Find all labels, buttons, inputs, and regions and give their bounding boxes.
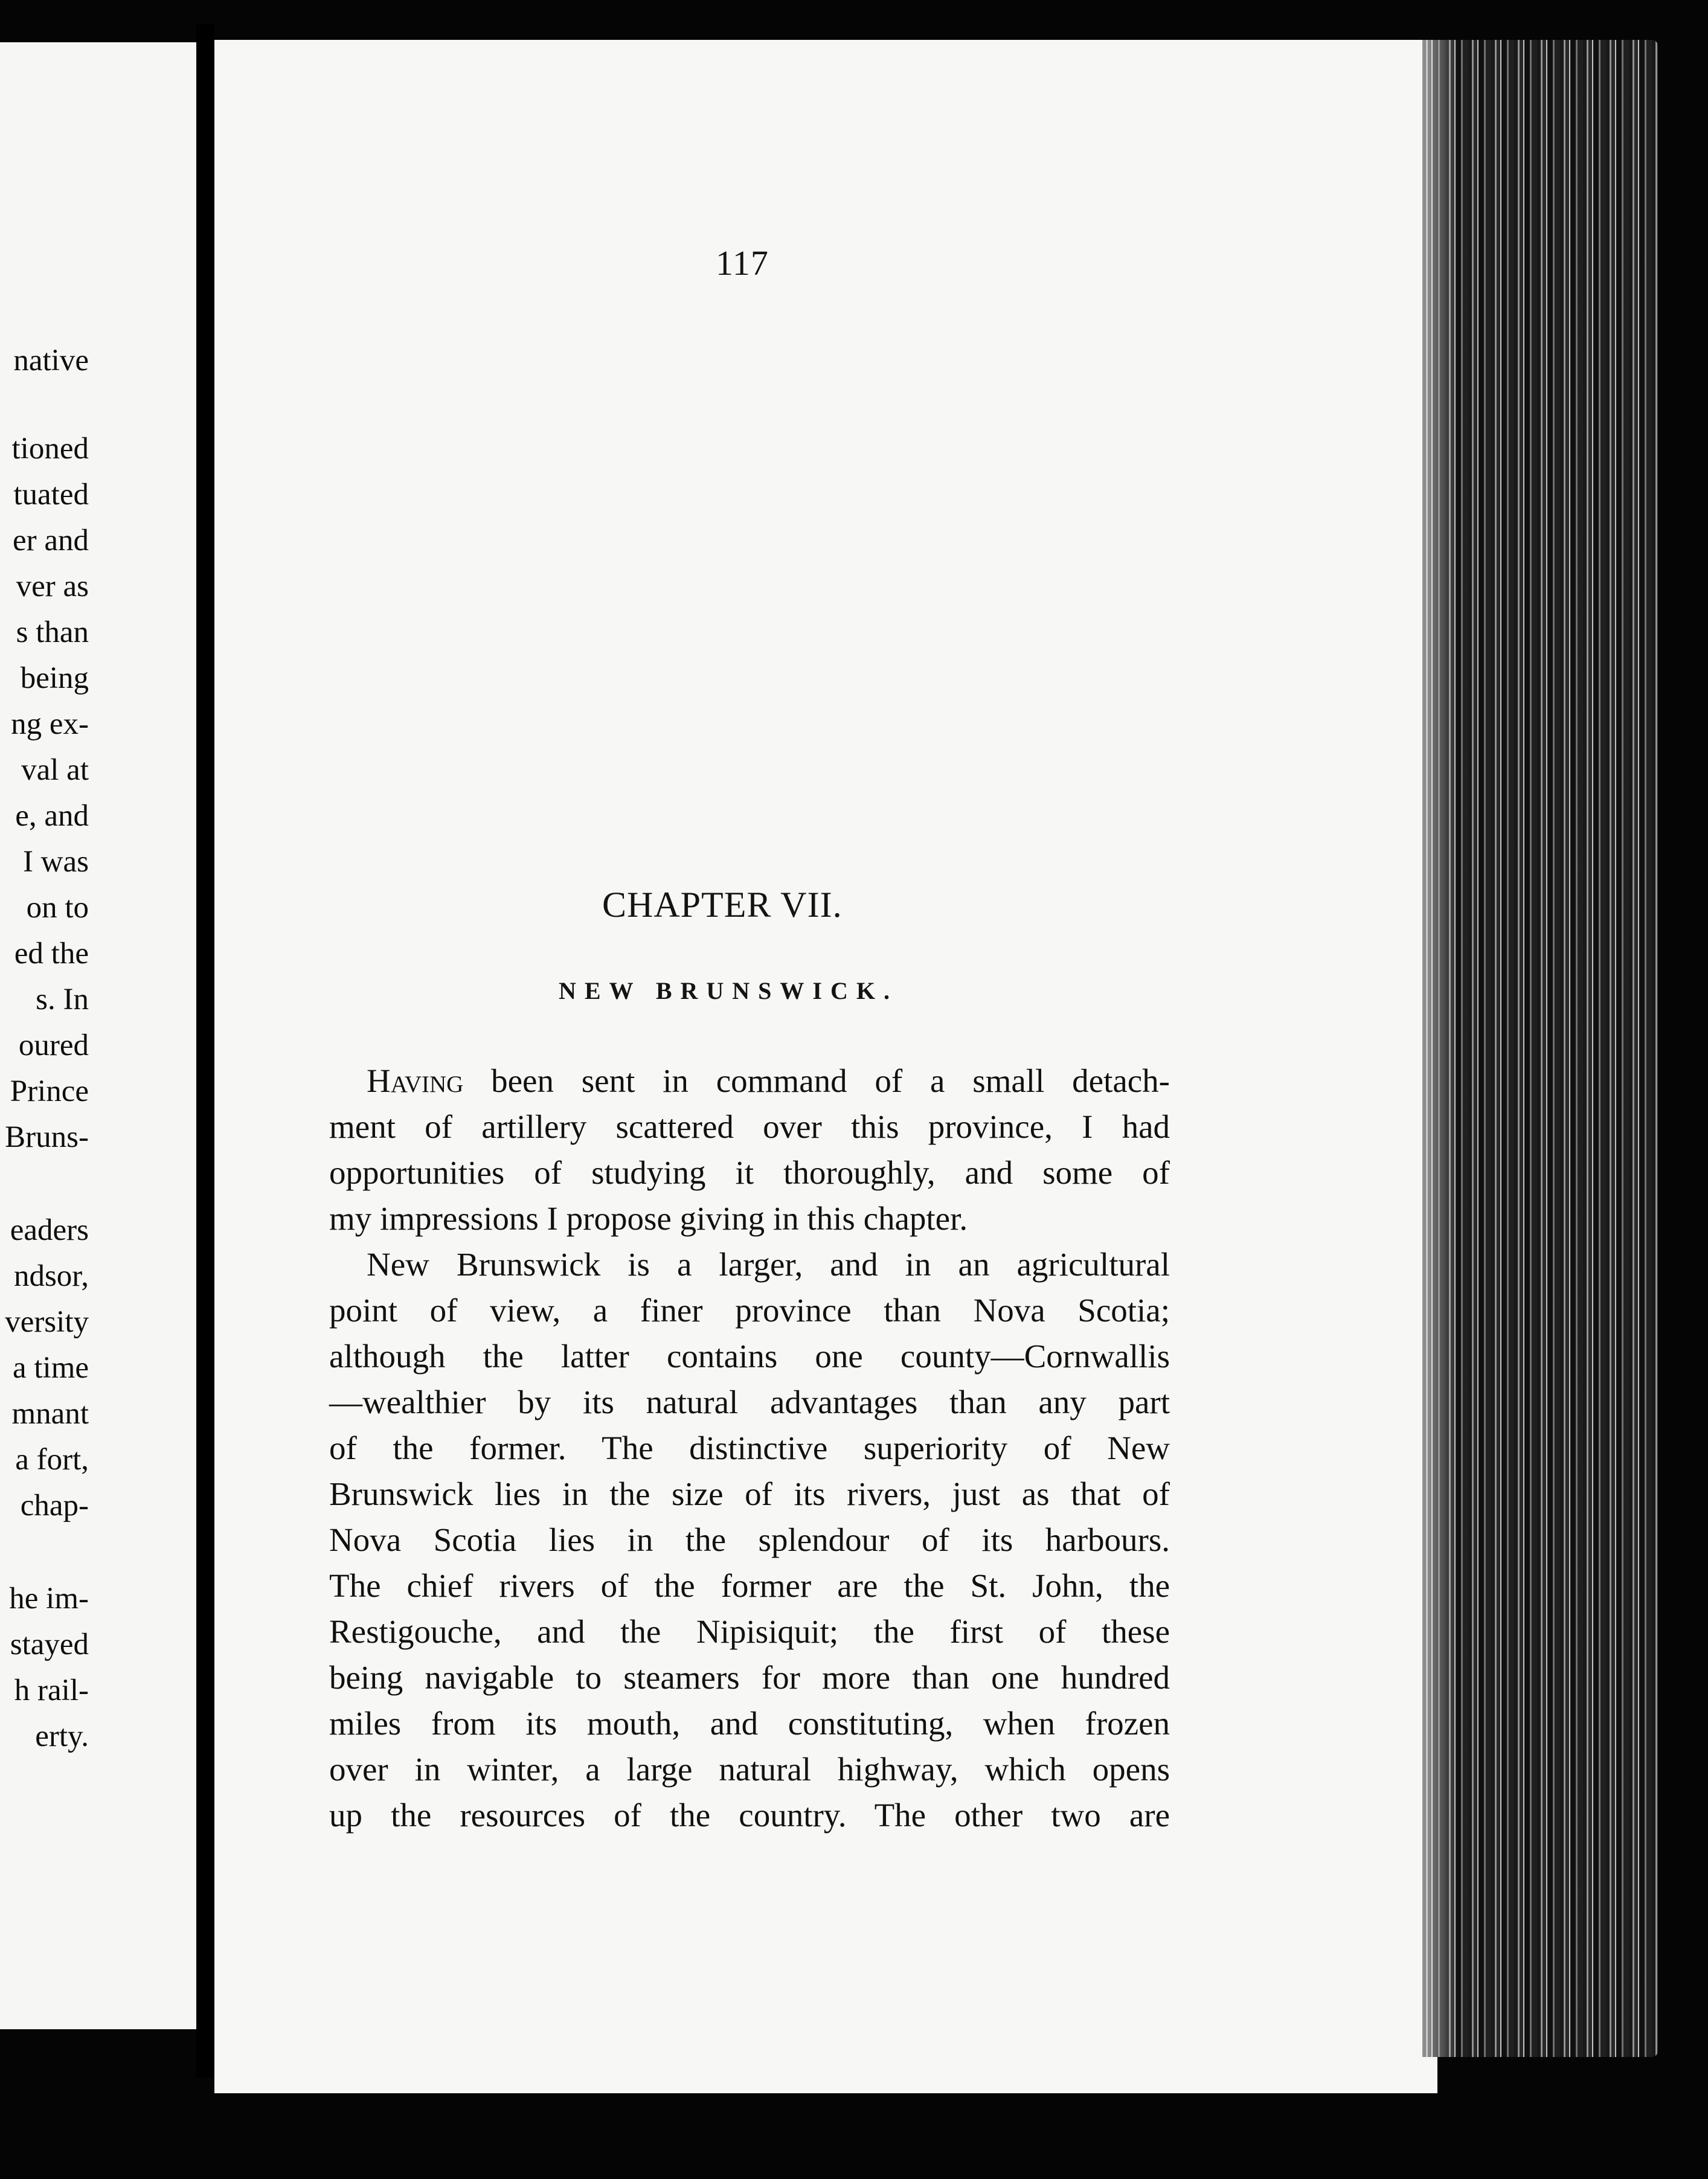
body-text-line: being navigable to steamers for more than one hundred [329, 1659, 1170, 1696]
left-page-line: I was [22, 845, 89, 879]
body-text-line-rest: been sent in command of a small detach- [463, 1062, 1170, 1099]
left-page-line: eaders [10, 1213, 89, 1247]
left-page-line: Bruns- [5, 1120, 89, 1154]
first-word: Having [367, 1062, 464, 1099]
body-text-line: —wealthier by its natural advantages than any part [329, 1384, 1170, 1420]
left-page-line: ver as [16, 570, 89, 603]
left-page-line: being [20, 661, 89, 695]
left-page-line: ed the [14, 937, 89, 971]
page-number: 117 [716, 243, 769, 283]
body-text-line: Restigouche, and the Nipisiquit; the first of these [329, 1613, 1170, 1650]
body-text-line: my impressions I propose giving in this chapter. [329, 1200, 968, 1237]
left-page-line: val at [21, 753, 89, 787]
left-page-line: tuated [13, 478, 89, 512]
left-page-line: mnant [11, 1397, 89, 1431]
body-text-line: Brunswick lies in the size of its rivers, just as that of [329, 1475, 1170, 1512]
chapter-subtitle: NEW BRUNSWICK. [559, 977, 898, 1004]
left-page-line: on to [26, 891, 89, 925]
left-page-line: s. In [36, 983, 89, 1016]
left-page-line: erty. [35, 1719, 89, 1753]
left-page-line: he im- [9, 1582, 89, 1616]
book-gutter [196, 24, 214, 2078]
left-page-line: chap- [20, 1489, 89, 1523]
chapter-title: CHAPTER VII. [602, 885, 843, 925]
left-page-line: e, and [15, 799, 89, 833]
left-page-line: oured [18, 1029, 89, 1062]
body-text-line: ment of artillery scattered over this province, I had [329, 1108, 1170, 1145]
left-page-line: tioned [11, 432, 89, 466]
body-text-line: The chief rivers of the former are the St. John, the [329, 1567, 1170, 1604]
left-page-line: stayed [10, 1628, 89, 1661]
body-text-line [367, 1064, 1170, 1097]
body-text-line: Nova Scotia lies in the splendour of its harbours. [329, 1521, 1170, 1558]
left-page-line: er and [12, 524, 89, 557]
body-text-line: of the former. The distinctive superiority of New [329, 1430, 1170, 1466]
left-page-line: a time [12, 1351, 89, 1385]
left-page-line: a fort, [15, 1443, 89, 1477]
left-page-line: h rail- [14, 1674, 89, 1707]
body-text-line: over in winter, a large natural highway, which opens [329, 1751, 1170, 1788]
left-page-text [0, 42, 89, 2029]
left-page-line: s than [16, 615, 89, 649]
left-page-line: ng ex- [11, 707, 89, 741]
body-text-line: opportunities of studying it thoroughly, and some of [329, 1154, 1170, 1191]
body-text-line: up the resources of the country. The other two are [329, 1797, 1170, 1834]
left-page-line: Prince [10, 1074, 89, 1108]
left-facing-page [0, 42, 196, 2029]
body-text-line: point of view, a finer province than Nova Scotia; [329, 1292, 1170, 1329]
body-text-line: although the latter contains one county—Cornwallis [329, 1338, 1170, 1375]
body-text-line: New Brunswick is a larger, and in an agricultural [367, 1246, 1170, 1283]
left-page-line: versity [5, 1305, 89, 1339]
left-page-line: ndsor, [13, 1259, 89, 1293]
left-page-line: native [13, 344, 89, 377]
page-fore-edge-highlight [1422, 40, 1459, 2057]
body-text-line: miles from its mouth, and constituting, when frozen [329, 1705, 1170, 1742]
